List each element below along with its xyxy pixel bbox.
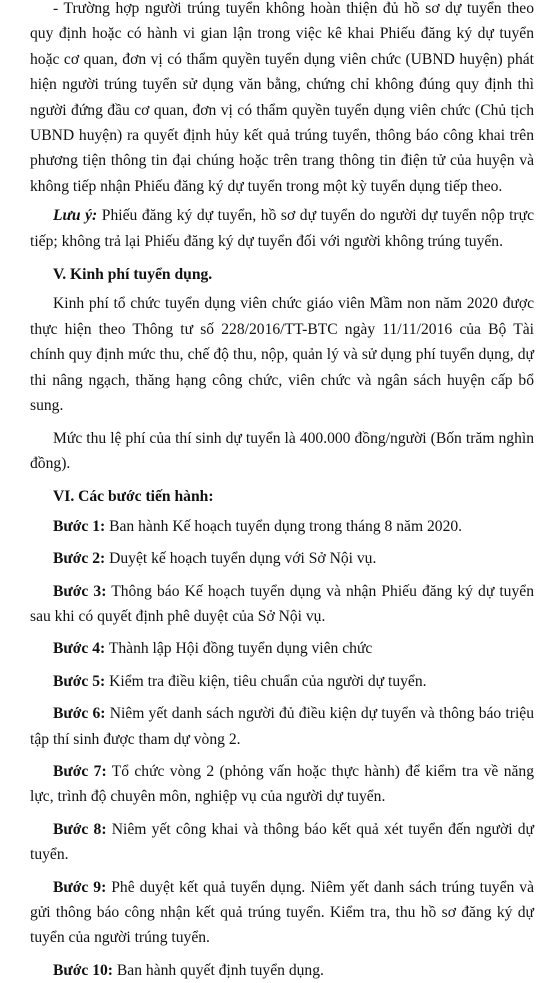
step-item: [30, 514, 534, 539]
note-label: Lưu ý:: [53, 207, 98, 225]
step-item: [30, 759, 534, 810]
step-text: Thành lập Hội đồng tuyển dụng viên chức: [105, 640, 373, 658]
step-item: [30, 875, 534, 951]
step-label: Bước 2:: [53, 550, 106, 568]
step-label: Bước 9:: [53, 878, 107, 896]
step-item: [30, 958, 534, 983]
step-item: [30, 701, 534, 752]
step-label: Bước 7:: [53, 762, 107, 780]
step-label: Bước 1:: [53, 517, 106, 535]
step-item: [30, 546, 534, 571]
step-text: Ban hành Kế hoạch tuyển dụng trong tháng 8 năm 2020.: [105, 517, 463, 535]
step-item: [30, 579, 534, 630]
step-label: Bước 3:: [53, 582, 107, 600]
paragraph-note: [30, 203, 534, 254]
section-6-heading: VI. Các bước tiến hành:: [53, 488, 214, 506]
step-text: Phê duyệt kết quả tuyển dụng. Niêm yết danh sách trúng tuyển và gửi thông báo công nhận kết quả trúng tuyển. Kiểm tra, thu hồ sơ đăng ký dự tuyển của người trúng tuyển.: [30, 878, 534, 947]
step-text: Tổ chức vòng 2 (phỏng vấn hoặc thực hành) để kiểm tra về năng lực, trình độ chuyên môn, nghiệp vụ của người dự tuyển.: [30, 762, 534, 806]
step-label: Bước 8:: [53, 820, 107, 838]
section-5-paragraph-funding: Kinh phí tổ chức tuyển dụng viên chức giáo viên Mầm non năm 2020 được thực hiện theo Thông tư số 228/2016/TT-BTC ngày 11/11/2016 của Bộ Tài chính quy định mức thu, chế độ thu, nộp, quản lý và sử dụng phí tuyển dụng, dự thi nâng ngạch, thăng hạng công chức, viên chức và ngân sách huyện cấp bổ sung.: [30, 295, 534, 415]
step-label: Bước 5:: [53, 672, 106, 690]
section-5-heading: V. Kinh phí tuyển dụng.: [53, 266, 213, 284]
step-text: Kiểm tra điều kiện, tiêu chuẩn của người dự tuyển.: [105, 672, 427, 690]
step-item: [30, 669, 534, 694]
paragraph-cancellation: - Trường hợp người trúng tuyển không hoàn thiện đủ hồ sơ dự tuyển theo quy định hoặc có hành vi gian lận trong việc kê khai Phiếu đăng ký dự tuyển hoặc cơ quan, đơn vị có thẩm quyền tuyển dụng viên chức (UBND huyện) phát hiện người trúng tuyển sử dụng văn bằng, chứng chỉ không đúng quy định thì người đứng đầu cơ quan, đơn vị có thẩm quyền tuyển dụng viên chức (Chủ tịch UBND huyện) ra quyết định hủy kết quả trúng tuyển, thông báo công khai trên phương tiện thông tin đại chúng hoặc trên trang thông tin điện tử của huyện và không tiếp nhận Phiếu đăng ký dự tuyển trong một kỳ tuyển dụng tiếp theo.: [30, 0, 534, 195]
section-5-paragraph-fee: Mức thu lệ phí của thí sinh dự tuyển là 400.000 đồng/người (Bốn trăm nghìn đồng).: [30, 429, 534, 472]
note-text: Phiếu đăng ký dự tuyển, hồ sơ dự tuyển do người dự tuyển nộp trực tiếp; không trả lại Phiếu đăng ký dự tuyển đối với người không trúng tuyển.: [30, 207, 534, 250]
step-item: [30, 817, 534, 868]
step-text: Niêm yết công khai và thông báo kết quả xét tuyển đến người dự tuyển.: [30, 820, 535, 864]
step-label: Bước 4:: [53, 640, 106, 658]
step-label: Bước 6:: [53, 705, 106, 723]
step-text: Ban hành quyết định tuyển dụng.: [113, 961, 324, 979]
step-text: Duyệt kế hoạch tuyển dụng với Sở Nội vụ.: [105, 550, 377, 568]
step-text: Niêm yết danh sách người đủ điều kiện dự tuyển và thông báo triệu tập thí sinh được tham dự vòng 2.: [30, 705, 534, 748]
step-label: Bước 10:: [53, 961, 113, 979]
step-item: [30, 636, 534, 661]
step-text: Thông báo Kế hoạch tuyển dụng và nhận Phiếu đăng ký dự tuyển sau khi có quyết định phê duyệt của Sở Nội vụ.: [30, 582, 534, 625]
